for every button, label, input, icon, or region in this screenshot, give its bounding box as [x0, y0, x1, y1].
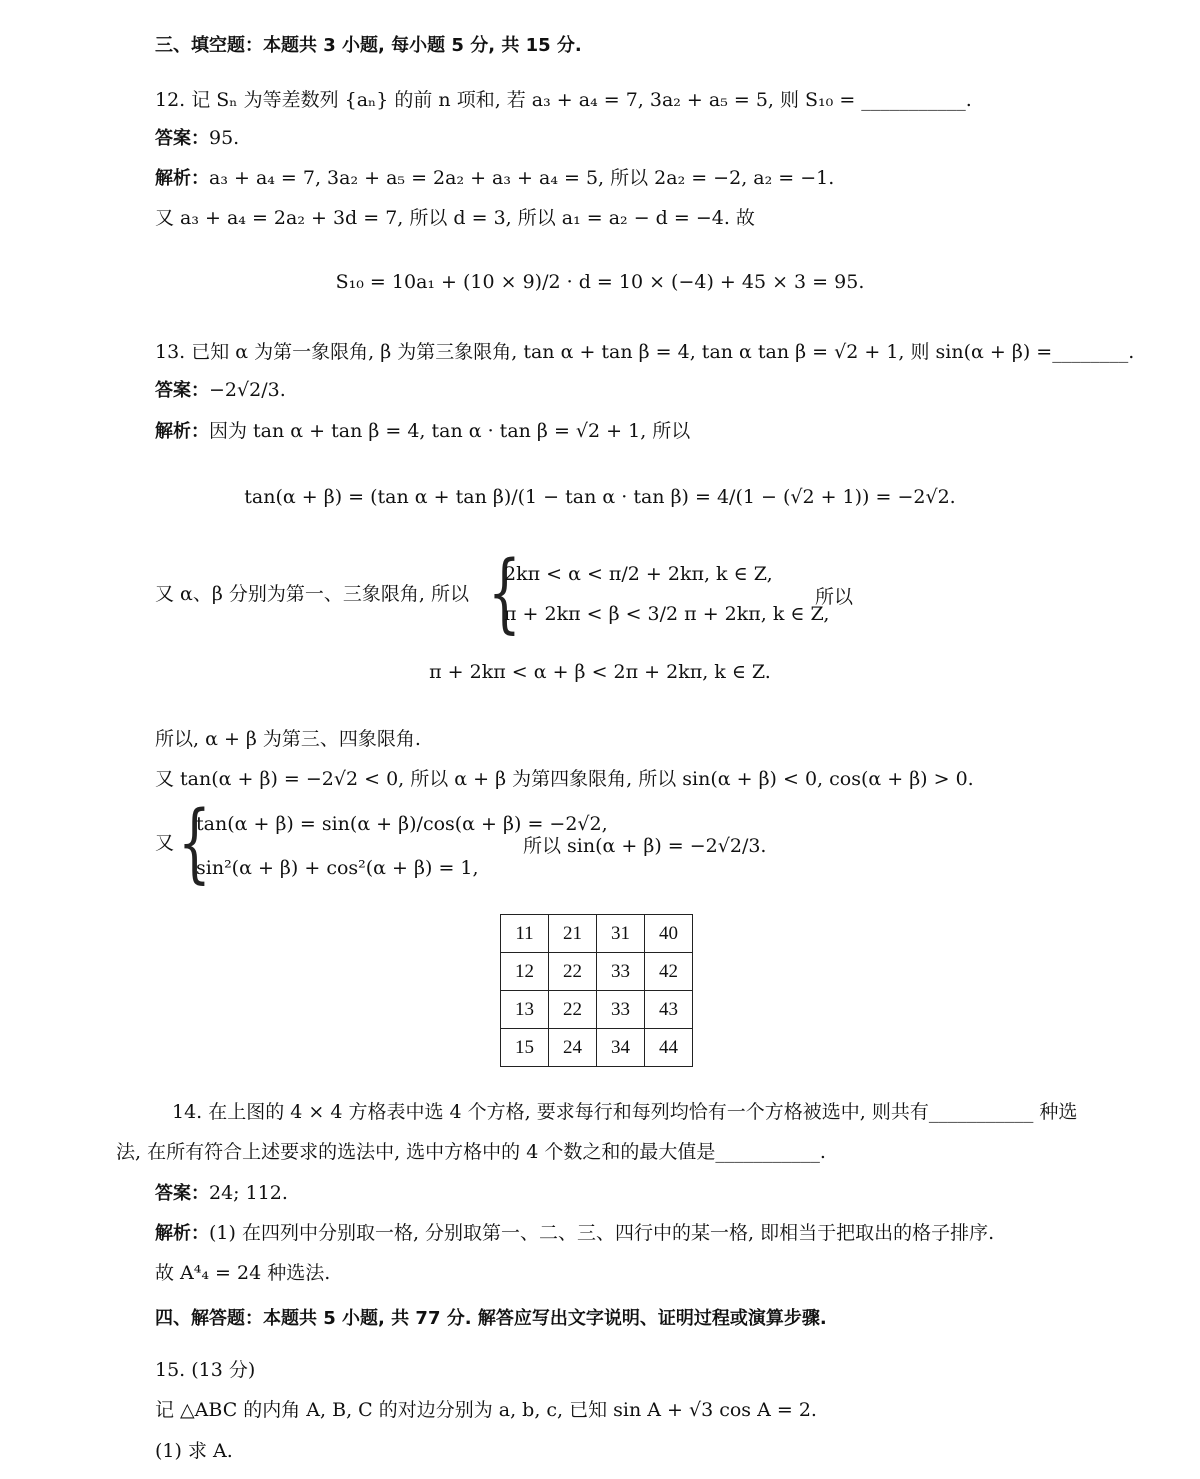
q14-question-1: 14. 在上图的 4 × 4 方格表中选 4 个方格, 要求每行和每列均恰有一个方格被选中, 则共有___________ 种选	[172, 1101, 1078, 1123]
q14-analysis-1	[155, 1221, 994, 1246]
analysis-label: 解析：	[155, 421, 209, 442]
grid-cell: 13	[501, 991, 549, 1029]
q14-answer	[155, 1181, 288, 1206]
q13-answer	[155, 378, 286, 403]
grid-row	[501, 915, 693, 953]
grid-cell: 22	[549, 991, 597, 1029]
answer-label: 答案：	[155, 128, 209, 149]
analysis-label: 解析：	[155, 168, 209, 189]
q13-sys2-line2: sin²(α + β) + cos²(α + β) = 1,	[196, 857, 479, 879]
q15-part1: (1) 求 A.	[155, 1440, 233, 1462]
grid-cell: 40	[645, 915, 693, 953]
grid-cell: 15	[501, 1029, 549, 1067]
number-grid	[500, 914, 693, 1067]
analysis-text: a₃ + a₄ = 7, 3a₂ + a₅ = 2a₂ + a₃ + a₄ = 5, 所以 2a₂ = −2, a₂ = −1.	[209, 167, 835, 189]
q13-sys1-line2: π + 2kπ < β < 3/2 π + 2kπ, k ∈ Z,	[504, 603, 830, 625]
q12-analysis-2: 又 a₃ + a₄ = 2a₂ + 3d = 7, 所以 d = 3, 所以 a₁ = a₂ − d = −4. 故	[155, 207, 755, 229]
q13-formula-1: tan(α + β) = (tan α + tan β)/(1 − tan α · tan β) = 4/(1 − (√2 + 1)) = −2√2.	[244, 486, 956, 508]
grid-row	[501, 1029, 693, 1067]
analysis-text: (1) 在四列中分别取一格, 分别取第一、二、三、四行中的某一格, 即相当于把取出的格子排序.	[209, 1222, 995, 1244]
section4-header: 四、解答题：本题共 5 小题, 共 77 分. 解答应写出文字说明、证明过程或演算步骤.	[155, 1308, 827, 1329]
q13-formula-2: π + 2kπ < α + β < 2π + 2kπ, k ∈ Z.	[429, 661, 771, 683]
analysis-label: 解析：	[155, 1223, 209, 1244]
left-brace-icon: {	[488, 543, 521, 643]
q14-analysis-2: 故 A⁴₄ = 24 种选法.	[155, 1262, 331, 1284]
q12-answer	[155, 126, 239, 151]
q13-sys1-prefix: 又 α、β 分别为第一、三象限角, 所以	[155, 583, 469, 605]
q13-sys1-line1: 2kπ < α < π/2 + 2kπ, k ∈ Z,	[504, 563, 773, 585]
q12-formula: S₁₀ = 10a₁ + (10 × 9)/2 · d = 10 × (−4) + 45 × 3 = 95.	[335, 271, 865, 293]
grid-cell: 33	[597, 953, 645, 991]
grid-cell: 12	[501, 953, 549, 991]
answer-label: 答案：	[155, 1183, 209, 1204]
q13-question: 13. 已知 α 为第一象限角, β 为第三象限角, tan α + tan β = 4, tan α tan β = √2 + 1, 则 sin(α + β) =________.	[155, 341, 1135, 363]
answer-value: 24; 112.	[209, 1182, 288, 1204]
q13-sys1-suffix: 所以	[815, 586, 854, 608]
analysis-text: 因为 tan α + tan β = 4, tan α · tan β = √2 + 1, 所以	[209, 420, 691, 442]
grid-cell: 33	[597, 991, 645, 1029]
answer-value: 95.	[209, 127, 240, 149]
q13-analysis-1	[155, 419, 690, 444]
grid-cell: 44	[645, 1029, 693, 1067]
q14-question-2: 法, 在所有符合上述要求的选法中, 选中方格中的 4 个数之和的最大值是___________.	[116, 1141, 826, 1163]
q15-statement: 记 △ABC 的内角 A, B, C 的对边分别为 a, b, c, 已知 sin A + √3 cos A = 2.	[155, 1399, 817, 1421]
section3-header: 三、填空题：本题共 3 小题, 每小题 5 分, 共 15 分.	[155, 35, 582, 56]
grid-cell: 21	[549, 915, 597, 953]
q12-question: 12. 记 Sₙ 为等差数列 {aₙ} 的前 n 项和, 若 a₃ + a₄ = 7, 3a₂ + a₅ = 5, 则 S₁₀ = ___________.	[155, 89, 972, 111]
answer-label: 答案：	[155, 380, 209, 401]
grid-cell: 22	[549, 953, 597, 991]
q13-line-b: 又 tan(α + β) = −2√2 < 0, 所以 α + β 为第四象限角, 所以 sin(α + β) < 0, cos(α + β) > 0.	[155, 768, 974, 790]
q12-analysis-1	[155, 166, 834, 191]
grid-row	[501, 953, 693, 991]
q15-title: 15. (13 分)	[155, 1359, 256, 1381]
q13-sys2-line1: tan(α + β) = sin(α + β)/cos(α + β) = −2√2,	[196, 813, 608, 835]
grid-cell: 24	[549, 1029, 597, 1067]
grid-cell: 31	[597, 915, 645, 953]
q13-sys2-suffix: 所以 sin(α + β) = −2√2/3.	[523, 835, 767, 857]
grid-row	[501, 991, 693, 1029]
grid-cell: 42	[645, 953, 693, 991]
q13-line-a: 所以, α + β 为第三、四象限角.	[155, 728, 421, 750]
answer-value: −2√2/3.	[209, 379, 286, 401]
left-brace-icon: {	[178, 793, 211, 893]
grid-cell: 11	[501, 915, 549, 953]
q13-sys2-prefix: 又	[155, 832, 175, 854]
grid-cell: 43	[645, 991, 693, 1029]
grid-cell: 34	[597, 1029, 645, 1067]
